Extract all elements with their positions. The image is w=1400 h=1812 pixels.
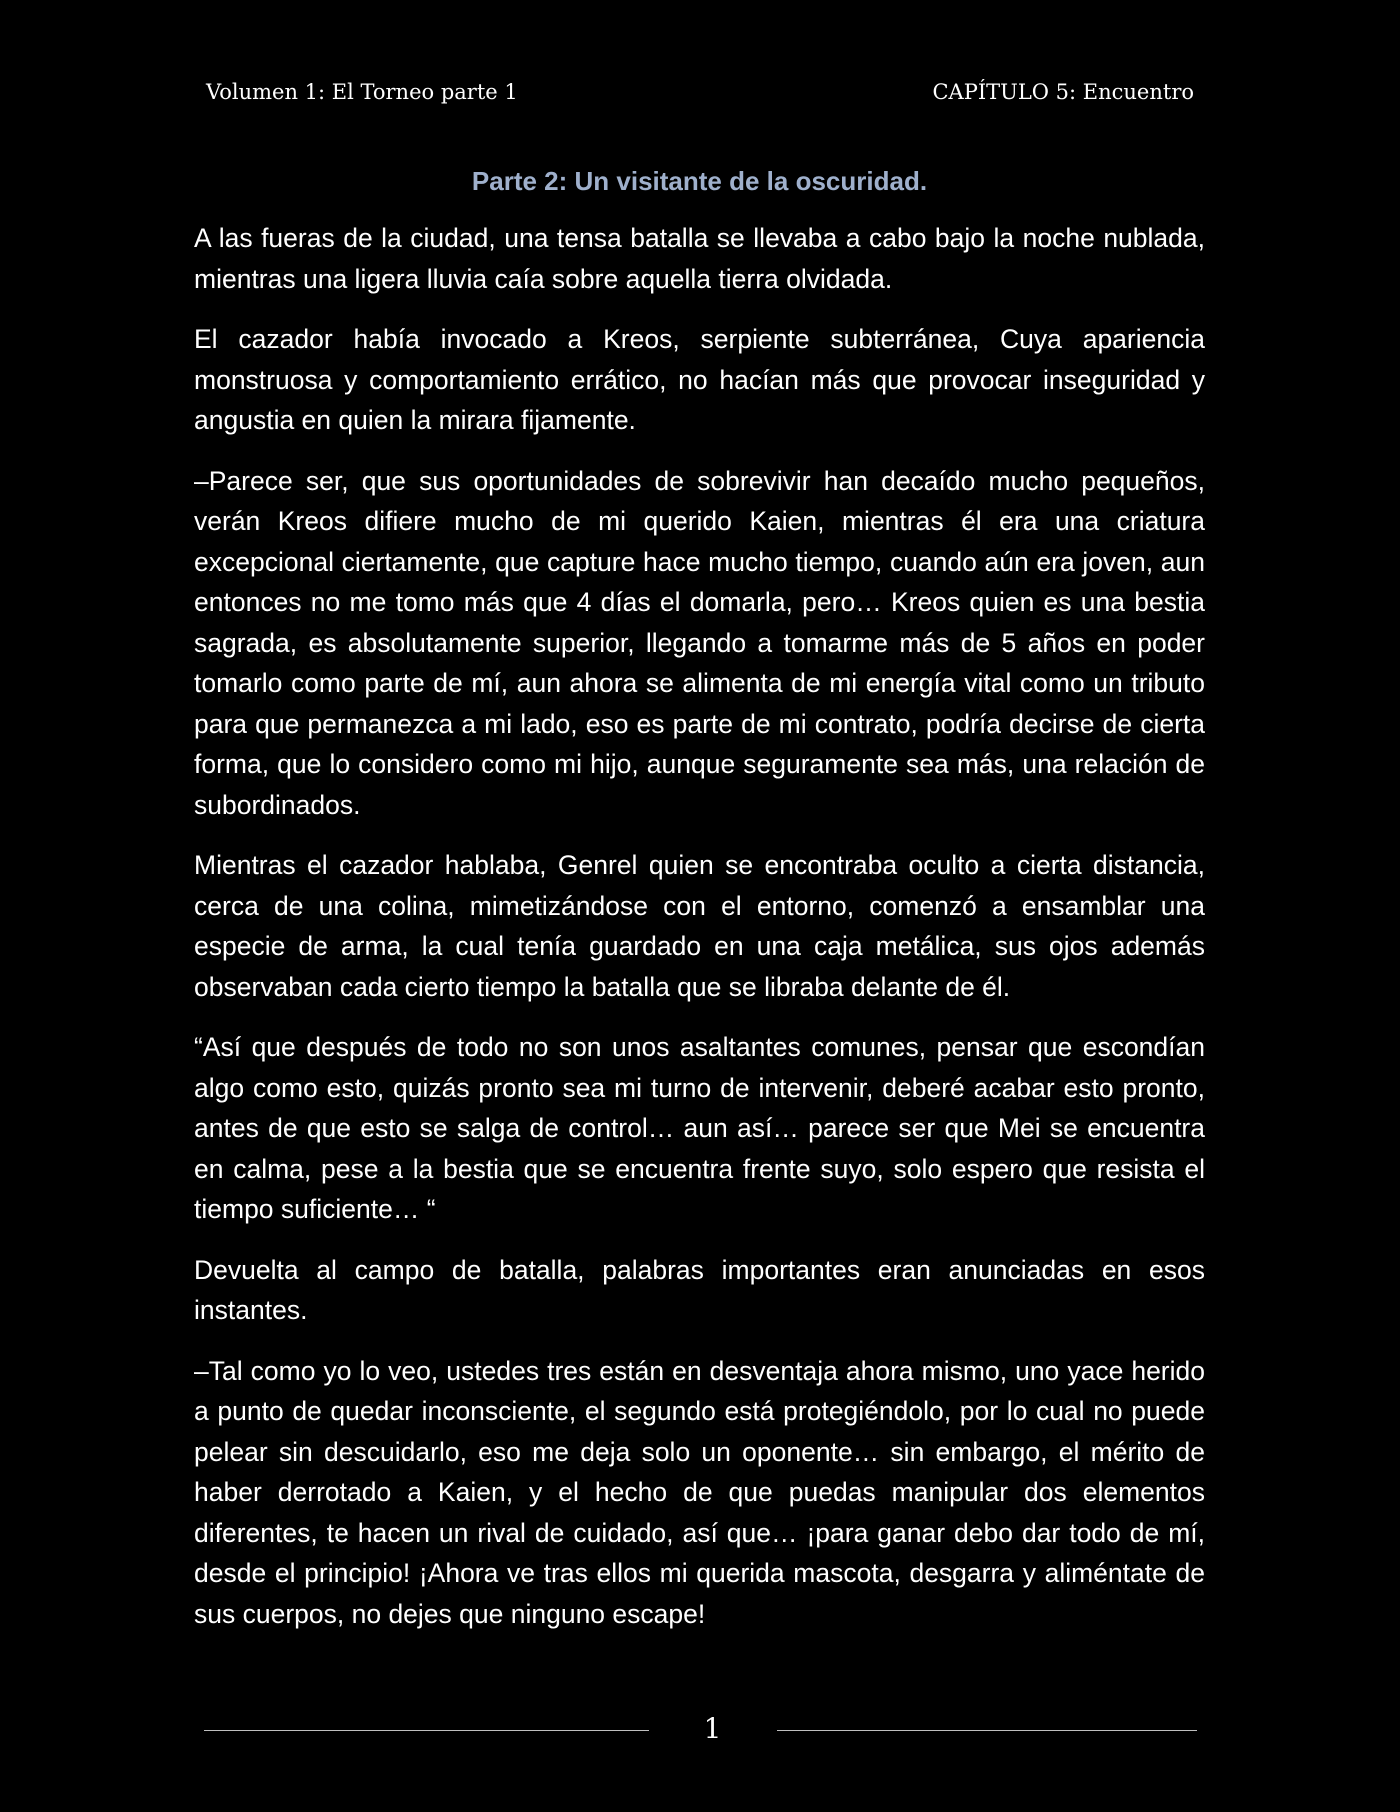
- paragraph: El cazador había invocado a Kreos, serpiente subterránea, Cuya apariencia monstruosa y comportamiento errático, no hacían más que provocar inseguridad y angustia en quien la mirara fijamente.: [194, 324, 1205, 435]
- paragraph: Mientras el cazador hablaba, Genrel quien se encontraba oculto a cierta distancia, cerca de una colina, mimetizándose con el entorno, comenzó a ensamblar una especie de arma, la cual tenía guardado en una caja metálica, sus ojos además observaban cada cierto tiempo la batalla que se libraba delante de él.: [194, 850, 1205, 1002]
- page-body: [194, 158, 1205, 1634]
- page-footer: [0, 1710, 1400, 1750]
- paragraph: –Tal como yo lo veo, ustedes tres están en desventaja ahora mismo, uno yace herido a punto de quedar inconsciente, el segundo está protegiéndolo, por lo cual no puede pelear sin descuidarlo, eso me deja solo un oponente… sin embargo, el mérito de haber derrotado a Kaien, y el hecho de que puedas manipular dos elementos diferentes, te hacen un rival de cuidado, así que… ¡para ganar debo dar todo de mí, desde el principio! ¡Ahora ve tras ellos mi querida mascota, desgarra y aliméntate de sus cuerpos, no dejes que ninguno escape!: [194, 1355, 1205, 1629]
- section-title: Parte 2: Un visitante de la oscuridad.: [471, 166, 928, 196]
- paragraph: A las fueras de la ciudad, una tensa batalla se llevaba a cabo bajo la noche nublada, mientras una ligera lluvia caía sobre aquella tierra olvidada.: [194, 223, 1205, 294]
- header-chapter-title: CAPÍTULO 5: Encuentro: [932, 80, 1194, 104]
- paragraph: –Parece ser, que sus oportunidades de sobrevivir han decaído mucho pequeños, verán Kreos difiere mucho de mi querido Kaien, mientras él era una criatura excepcional ciertamente, que capture hace mucho tiempo, cuando aún era joven, aun entonces no me tomo más que 4 días el domarla, pero… Kreos quien es una bestia sagrada, es absolutamente superior, llegando a tomarme más de 5 años en poder tomarlo como parte de mí, aun ahora se alimenta de mi energía vital como un tributo para que permanezca a mi lado, eso es parte de mi contrato, podría decirse de cierta forma, que lo considero como mi hijo, aunque seguramente sea más, una relación de subordinados.: [194, 465, 1205, 820]
- paragraph: “Así que después de todo no son unos asaltantes comunes, pensar que escondían algo como esto, quizás pronto sea mi turno de intervenir, deberé acabar esto pronto, antes de que esto se salga de control… aun así… parece ser que Mei se encuentra en calma, pese a la bestia que se encuentra frente suyo, solo espero que resista el tiempo suficiente… “: [194, 1032, 1205, 1224]
- footer-rule-right: [777, 1730, 1197, 1731]
- page-number: 1: [703, 1712, 722, 1745]
- paragraph: Devuelta al campo de batalla, palabras importantes eran anunciadas en esos instantes.: [194, 1254, 1205, 1325]
- header-volume-title: Volumen 1: El Torneo parte 1: [206, 80, 518, 104]
- running-header: [206, 80, 1194, 110]
- footer-rule-left: [204, 1730, 649, 1731]
